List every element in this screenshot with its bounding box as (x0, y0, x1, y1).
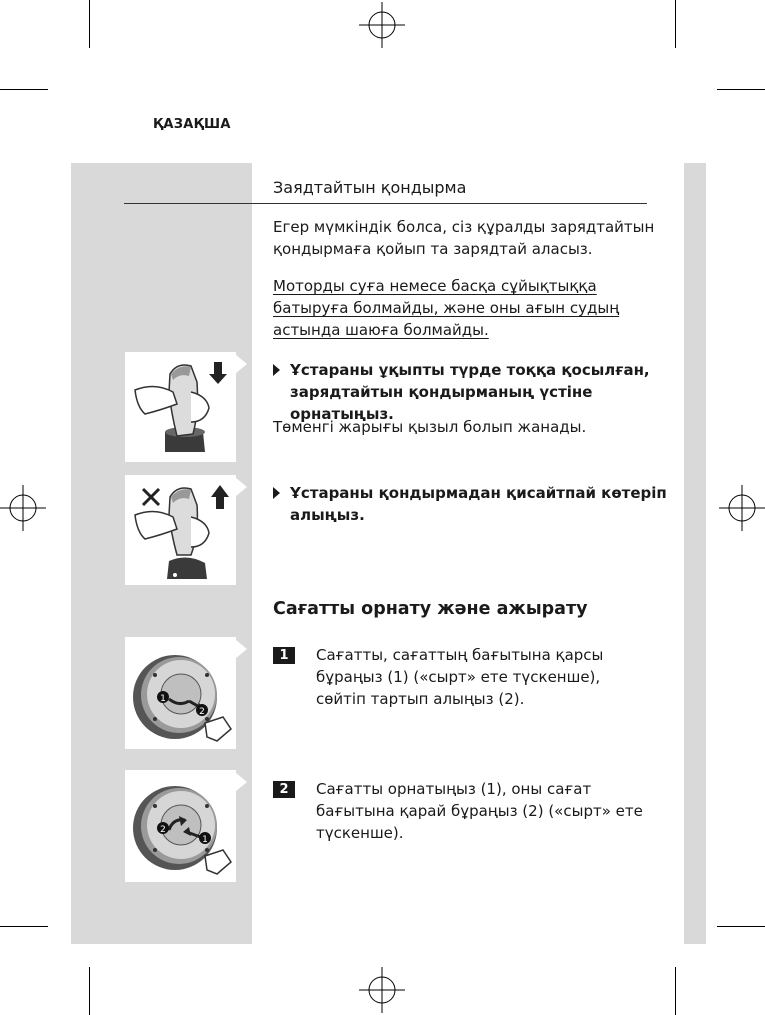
step-1-text: Сағатты, сағаттың бағытына қарсы бұраңыз (1) («сырт» ете түскенше), сөйтіп тартып алыңыз (2). (316, 646, 604, 708)
registration-mark-icon (359, 967, 405, 1013)
crop-mark (675, 967, 676, 1015)
illustration-place-shaver (125, 352, 236, 462)
step-number-2: 2 (273, 781, 295, 798)
illustration-insert-clock (125, 770, 236, 882)
bullet-place-shaver: Ұстараны ұқыпты түрде тоққа қосылған, зарядтайтын қондырманың үстіне орнатыңыз. (273, 359, 673, 425)
crop-mark (717, 926, 765, 927)
crop-mark (89, 0, 90, 48)
registration-mark-icon (359, 2, 405, 48)
section-title-charging-stand: Заядтайтын қондырма (273, 178, 467, 197)
crop-mark (675, 0, 676, 48)
svg-text:2: 2 (160, 825, 166, 835)
section-title-clock: Сағатты орнату және ажырату (273, 599, 588, 619)
remove-clock-icon (125, 637, 236, 749)
lift-shaver-icon (125, 475, 236, 585)
pointer-notch (236, 773, 247, 791)
indicator-note: Төменгі жарығы қызыл болып жанады. (273, 418, 587, 436)
step-number-1: 1 (273, 647, 295, 664)
section-divider (124, 203, 647, 204)
right-grey-tab (684, 163, 706, 944)
svg-text:2: 2 (199, 707, 205, 717)
intro-paragraph: Егер мүмкіндік болса, сіз құралды зарядтайтын қондырмаға қойып та зарядтай аласыз. (273, 218, 655, 258)
bullet-marker-icon (273, 487, 280, 499)
shaver-on-stand-icon (125, 352, 236, 462)
crop-mark (0, 89, 48, 90)
crop-mark (89, 967, 90, 1015)
crop-mark (717, 89, 765, 90)
bullet-lift-shaver: Ұстараны қондырмадан қисайтпай көтеріп алыңыз. (273, 482, 673, 526)
pointer-notch (236, 640, 247, 658)
pointer-notch (236, 478, 247, 496)
pointer-notch (236, 355, 247, 373)
illustration-remove-clock (125, 637, 236, 749)
language-header: ҚАЗАҚША (153, 117, 231, 132)
bullet-marker-icon (273, 364, 280, 376)
step-2-text: Сағатты орнатыңыз (1), оны сағат бағытына қарай бұраңыз (2) («сырт» ете түскенше). (316, 780, 643, 842)
svg-text:1: 1 (202, 835, 208, 845)
registration-mark-icon (0, 485, 46, 531)
svg-text:1: 1 (160, 694, 166, 704)
insert-clock-icon (125, 770, 236, 882)
crop-mark (0, 926, 48, 927)
illustration-lift-shaver (125, 475, 236, 585)
registration-mark-icon (719, 485, 765, 531)
warning-paragraph: Моторды суға немесе басқа сұйықтыққа батыруға болмайды, және оны ағын судың астында шаюға болмайды. (273, 277, 620, 339)
